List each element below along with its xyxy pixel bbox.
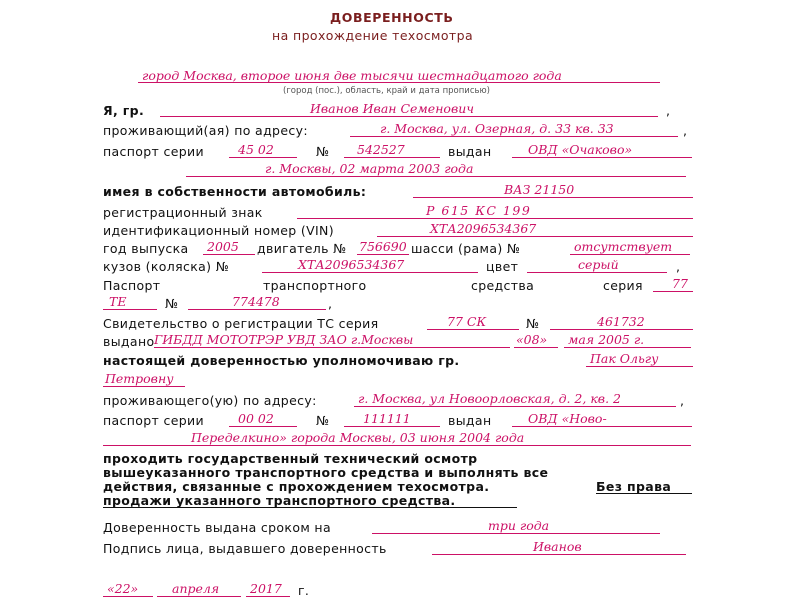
pts-number-sign: № — [165, 296, 179, 311]
principal-issued-by: ОВД «Очаково» — [528, 142, 633, 157]
validity-underline — [372, 533, 660, 534]
date-day: «22» — [107, 581, 139, 596]
year-value: 2005 — [207, 239, 239, 254]
powers-line-4: продажи указанного транспортного средства. — [103, 493, 456, 508]
pts-number-underline — [188, 309, 326, 310]
agent-address-comma: , — [680, 393, 685, 408]
body-underline — [262, 272, 478, 273]
agent-passport-series: 00 02 — [238, 411, 274, 426]
principal-issued-underline — [512, 157, 692, 158]
principal-issued-label: выдан — [448, 144, 492, 159]
cert-issued-underline — [154, 347, 510, 348]
place-date-underline — [138, 82, 660, 83]
agent-address-underline — [354, 406, 676, 407]
agent-name-part1: Пак Ольгу — [590, 351, 659, 366]
vin-value: ХТА2096534367 — [430, 221, 537, 236]
principal-issued-place-date: г. Москвы, 02 марта 2003 года — [265, 161, 474, 176]
cert-series: 77 СК — [447, 314, 487, 329]
pts-series-b: ТЕ — [109, 294, 127, 309]
pts-label-3: средства — [471, 278, 535, 293]
chassis-underline — [570, 254, 690, 255]
cert-series-underline — [427, 329, 519, 330]
principal-comma: , — [666, 103, 671, 118]
agent-name-underline-1 — [586, 366, 693, 367]
pts-comma: , — [328, 296, 333, 311]
reg-sign-underline — [297, 218, 693, 219]
principal-passport-series: 45 02 — [238, 142, 274, 157]
cert-day-underline — [514, 347, 558, 348]
powers-line-3-tail: Без права — [596, 479, 672, 494]
chassis-label: шасси (рама) № — [411, 241, 521, 256]
cert-number-sign: № — [526, 316, 540, 331]
principal-address-label: проживающий(ая) по адресу: — [103, 123, 308, 138]
vehicle-model-underline — [413, 197, 693, 198]
principal-number-underline — [344, 157, 440, 158]
date-suffix: г. — [298, 583, 310, 598]
agent-address: г. Москва, ул Новоорловская, д. 2, кв. 2 — [358, 391, 621, 406]
pts-series-a-underline — [653, 291, 693, 292]
place-date-hint: (город (пос.), область, край и дата прописью) — [283, 86, 490, 96]
agent-passport-number: 111111 — [363, 411, 411, 426]
vin-label: идентификационный номер (VIN) — [103, 223, 334, 238]
signature-value: Иванов — [533, 539, 582, 554]
date-year: 2017 — [250, 581, 282, 596]
reg-sign-label: регистрационный знак — [103, 205, 263, 220]
agent-issued-label: выдан — [448, 413, 492, 428]
signature-underline — [432, 554, 686, 555]
place-date-value: город Москва, второе июня две тысячи шестнадцатого года — [142, 68, 562, 83]
document-subtitle: на прохождение техосмотра — [272, 28, 474, 43]
principal-name-underline — [160, 116, 658, 117]
principal-series-underline — [229, 157, 297, 158]
pts-series-b-underline — [103, 309, 157, 310]
pts-label-4: серия — [603, 278, 643, 293]
chassis-value: отсутствует — [574, 239, 673, 254]
agent-name-underline-2 — [103, 386, 185, 387]
signature-label: Подпись лица, выдавшего доверенность — [103, 541, 387, 556]
principal-address-underline — [350, 136, 678, 137]
validity-value: три года — [488, 518, 550, 533]
agent-issued-cont-underline — [103, 445, 691, 446]
body-label: кузов (коляска) № — [103, 259, 230, 274]
powers-line-1: проходить государственный технический осмотр — [103, 451, 478, 466]
pts-number: 774478 — [232, 294, 280, 309]
reg-sign-value: Р 615 КС 199 — [426, 203, 532, 218]
principal-number-sign: № — [316, 144, 330, 159]
cert-issued-label: выдано — [103, 334, 155, 349]
principal-label: Я, гр. — [103, 103, 145, 118]
validity-label: Доверенность выдана сроком на — [103, 520, 331, 535]
powers-line-4-underline — [103, 507, 517, 508]
pts-series-a: 77 — [672, 276, 688, 291]
agent-address-label: проживающего(ую) по адресу: — [103, 393, 317, 408]
document-title: ДОВЕРЕННОСТЬ — [330, 10, 454, 25]
powers-tail-underline — [596, 493, 692, 494]
principal-name: Иванов Иван Семенович — [310, 101, 475, 116]
cert-month-underline — [564, 347, 691, 348]
date-day-underline — [103, 596, 153, 597]
principal-passport-number: 542527 — [357, 142, 405, 157]
year-underline — [203, 254, 255, 255]
cert-issued-by: ГИБДД МОТОТРЭР УВД ЗАО г.Москвы — [154, 332, 414, 347]
cert-number-underline — [550, 329, 693, 330]
agent-number-underline — [344, 426, 440, 427]
year-label: год выпуска — [103, 241, 189, 256]
cert-label: Свидетельство о регистрации ТС серия — [103, 316, 379, 331]
date-year-underline — [246, 596, 290, 597]
engine-label: двигатель № — [257, 241, 347, 256]
color-value: серый — [578, 257, 619, 272]
color-label: цвет — [486, 259, 519, 274]
agent-issued-by-cont: Переделкино» города Москвы, 03 июня 2004 года — [191, 430, 525, 445]
pts-label-1: Паспорт — [103, 278, 161, 293]
agent-passport-label: паспорт серии — [103, 413, 205, 428]
agent-issued-underline — [512, 426, 692, 427]
vehicle-model: ВАЗ 21150 — [504, 182, 575, 197]
principal-issued-date-underline — [186, 176, 686, 177]
agent-issued-by: ОВД «Ново- — [528, 411, 607, 426]
principal-address-comma: , — [683, 123, 688, 138]
color-comma: , — [676, 259, 681, 274]
date-month: апреля — [172, 581, 220, 596]
principal-address: г. Москва, ул. Озерная, д. 33 кв. 33 — [380, 121, 614, 136]
cert-month-year: мая 2005 г. — [568, 332, 645, 347]
color-underline — [527, 272, 667, 273]
agent-name-part2: Петровну — [105, 371, 174, 386]
cert-number: 461732 — [597, 314, 645, 329]
powers-line-2: вышеуказанного транспортного средства и выполнять все — [103, 465, 549, 480]
authorize-label: настоящей доверенностью уполномочиваю гр. — [103, 353, 460, 368]
agent-series-underline — [229, 426, 297, 427]
engine-underline — [357, 254, 409, 255]
agent-number-sign: № — [316, 413, 330, 428]
ownership-label: имея в собственности автомобиль: — [103, 184, 367, 199]
pts-label-2: транспортного — [263, 278, 367, 293]
cert-day: «08» — [516, 332, 548, 347]
body-value: ХТА2096534367 — [298, 257, 405, 272]
vin-underline — [377, 236, 693, 237]
engine-value: 756690 — [359, 239, 407, 254]
principal-passport-label: паспорт серии — [103, 144, 205, 159]
date-month-underline — [157, 596, 241, 597]
powers-line-3: действия, связанные с прохождением техосмотра. — [103, 479, 490, 494]
